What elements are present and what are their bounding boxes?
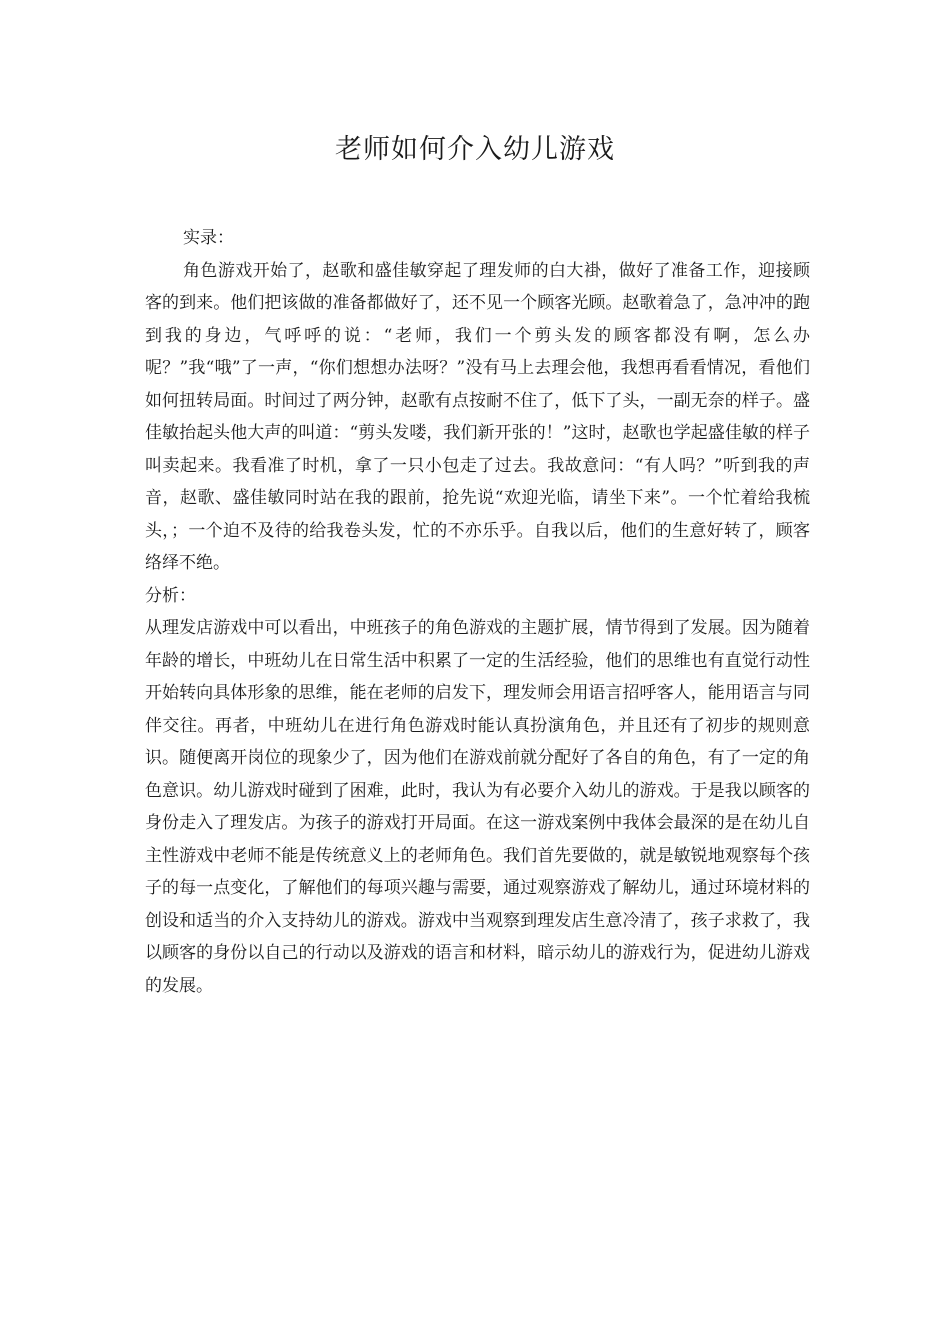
record-paragraph: 角色游戏开始了，赵歌和盛佳敏穿起了理发师的白大褂，做好了准备工作，迎接顾客的到来。他们把该做的准备都做好了，还不见一个顾客光顾。赵歌着急了，急冲冲的跑到我的身边，气呼呼的说：“老师，我们一个剪头发的顾客都没有啊，怎么办呢？”我“哦”了一声，“你们想想办法呀？”没有马上去理会他，我想再看看情况，看他们如何扭转局面。时间过了两分钟，赵歌有点按耐不住了，低下了头，一副无奈的样子。盛佳敏抬起头他大声的叫道：“剪头发喽，我们新开张的！”这时，赵歌也学起盛佳敏的样子叫卖起来。我看准了时机，拿了一只小包走了过去。我故意问：“有人吗？”听到我的声音，赵歌、盛佳敏同时站在我的跟前，抢先说“欢迎光临，请坐下来”。一个忙着给我梳头，；一个迫不及待的给我卷头发，忙的不亦乐乎。自我以后，他们的生意好转了，顾客络绎不绝。 bbox=[145, 260, 810, 573]
document-title: 老师如何介入幼儿游戏 bbox=[335, 134, 615, 165]
record-label: 实录： bbox=[183, 228, 234, 248]
analysis-label: 分析： bbox=[145, 585, 196, 606]
analysis-paragraph: 从理发店游戏中可以看出，中班孩子的角色游戏的主题扩展，情节得到了发展。因为随着年龄的增长，中班幼儿在日常生活中积累了一定的生活经验，他们的思维也有直觉行动性开始转向具体形象的思维，能在老师的启发下，理发师会用语言招呼客人，能用语言与同伴交往。再者，中班幼儿在进行角色游戏时能认真扮演角色，并且还有了初步的规则意识。随便离开岗位的现象少了，因为他们在游戏前就分配好了各自的角色，有了一定的角色意识。幼儿游戏时碰到了困难，此时，我认为有必要介入幼儿的游戏。于是我以顾客的身份走入了理发店。为孩子的游戏打开局面。在这一游戏案例中我体会最深的是在幼儿自主性游戏中老师不能是传统意义上的老师角色。我们首先要做的，就是敏锐地观察每个孩子的每一点变化，了解他们的每项兴趣与需要，通过观察游戏了解幼儿，通过环境材料的创设和适当的介入支持幼儿的游戏。游戏中当观察到理发店生意冷清了，孩子求救了，我以顾客的身份以自己的行动以及游戏的语言和材料，暗示幼儿的游戏行为，促进幼儿游戏的发展。 bbox=[145, 618, 810, 996]
document-body bbox=[145, 222, 810, 1002]
